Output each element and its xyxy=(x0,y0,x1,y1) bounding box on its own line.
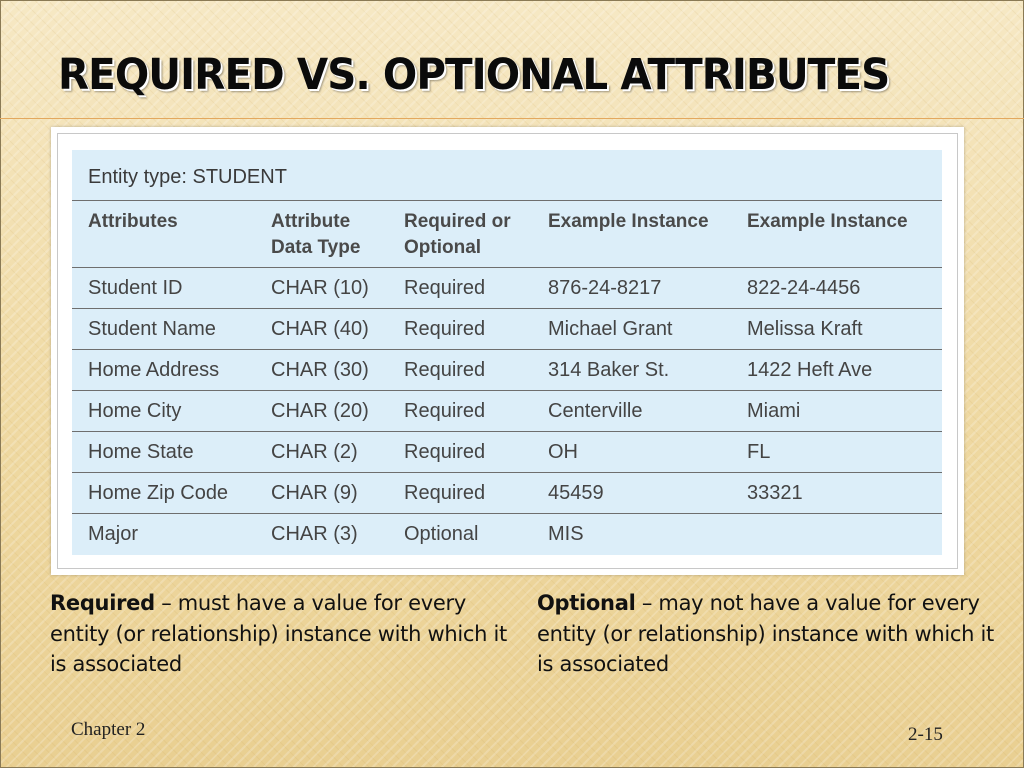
table-figure xyxy=(51,127,964,575)
optional-description: – may not have a value for every entity (or relationship) instance with which it is associated xyxy=(537,591,994,676)
example-instance-1: MIS xyxy=(548,523,584,545)
attribute-data-type: CHAR (3) xyxy=(271,523,358,545)
attribute-name: Home Address xyxy=(88,359,220,381)
attribute-name: Home City xyxy=(88,400,182,422)
attribute-name: Home State xyxy=(88,441,194,463)
header-data-type: Attribute Data Type xyxy=(271,211,361,258)
attribute-data-type: CHAR (30) xyxy=(271,359,369,381)
required-status: Required xyxy=(404,400,486,422)
attribute-data-type: CHAR (10) xyxy=(271,277,369,299)
figure-border xyxy=(57,133,958,569)
required-status: Optional xyxy=(404,523,479,545)
header-example-instance-2: Example Instance xyxy=(747,211,908,232)
title-divider xyxy=(0,118,1024,119)
optional-term: Optional xyxy=(537,591,636,615)
header-required-optional: Required or Optional xyxy=(404,211,511,258)
table-row xyxy=(72,309,942,350)
attribute-data-type: CHAR (20) xyxy=(271,400,369,422)
required-status: Required xyxy=(404,277,486,299)
slide-title: REQUIRED VS. OPTIONAL ATTRIBUTES xyxy=(58,50,890,100)
attribute-data-type: CHAR (40) xyxy=(271,318,369,340)
example-instance-1: 876-24-8217 xyxy=(548,277,662,299)
example-instance-2: 822-24-4456 xyxy=(747,277,861,299)
required-status: Required xyxy=(404,482,486,504)
required-definition xyxy=(50,588,520,680)
example-instance-1: 45459 xyxy=(548,482,604,504)
example-instance-1: 314 Baker St. xyxy=(548,359,670,381)
table-row xyxy=(72,432,942,473)
attribute-name: Major xyxy=(88,523,139,545)
table-header-row xyxy=(72,201,942,268)
example-instance-1: Centerville xyxy=(548,400,643,422)
example-instance-2: Melissa Kraft xyxy=(747,318,863,340)
attributes-table xyxy=(72,150,942,555)
attribute-data-type: CHAR (9) xyxy=(271,482,358,504)
required-status: Required xyxy=(404,441,486,463)
required-status: Required xyxy=(404,359,486,381)
table-row xyxy=(72,473,942,514)
example-instance-1: Michael Grant xyxy=(548,318,673,340)
header-example-instance-1: Example Instance xyxy=(548,211,709,232)
slide-number: 2-15 xyxy=(908,724,943,745)
header-attributes: Attributes xyxy=(88,211,178,232)
example-instance-1: OH xyxy=(548,441,578,463)
attribute-name: Student Name xyxy=(88,318,216,340)
table-row xyxy=(72,391,942,432)
table-row xyxy=(72,268,942,309)
required-description: – must have a value for every entity (or relationship) instance with which it is associated xyxy=(50,591,507,676)
attribute-data-type: CHAR (2) xyxy=(271,441,358,463)
entity-type-label: Entity type: STUDENT xyxy=(88,166,287,188)
example-instance-2: 1422 Heft Ave xyxy=(747,359,873,381)
required-status: Required xyxy=(404,318,486,340)
example-instance-2: Miami xyxy=(747,400,801,422)
example-instance-2: FL xyxy=(747,441,771,463)
chapter-label: Chapter 2 xyxy=(71,719,146,740)
table-row xyxy=(72,514,942,554)
required-term: Required xyxy=(50,591,155,615)
table-row xyxy=(72,350,942,391)
entity-type-row xyxy=(72,150,942,201)
attribute-name: Student ID xyxy=(88,277,183,299)
example-instance-2: 33321 xyxy=(747,482,803,504)
optional-definition xyxy=(537,588,1007,680)
attribute-name: Home Zip Code xyxy=(88,482,229,504)
